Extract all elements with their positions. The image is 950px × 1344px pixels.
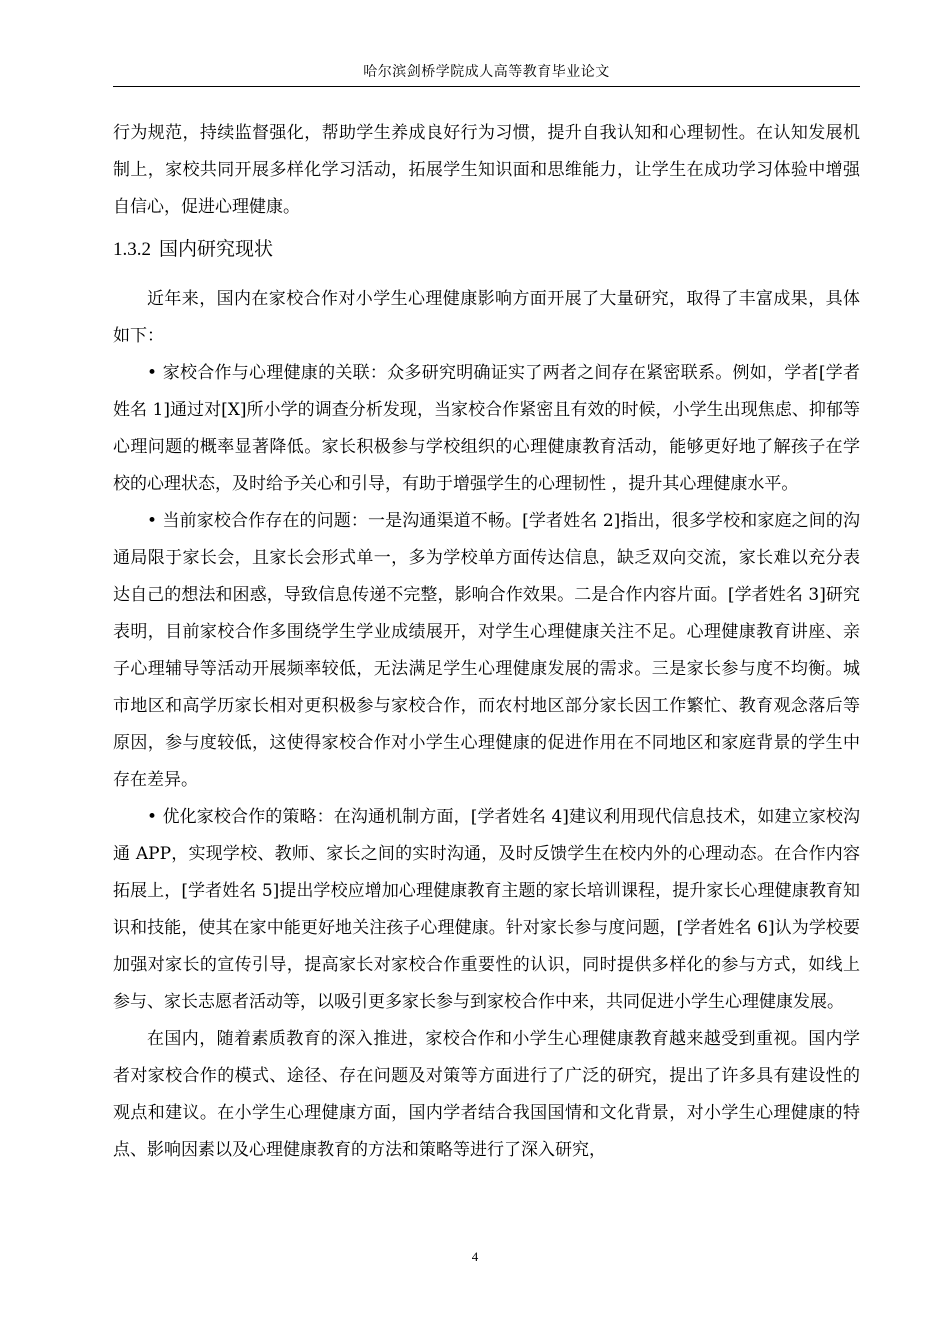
paragraph-bullet-strategies: • 优化家校合作的策略：在沟通机制方面，[学者姓名 4]建议利用现代信息技术，如建立家校沟通 APP，实现学校、教师、家长之间的实时沟通，及时反馈学生在校内外的心理动态。在合作内容拓展上，[学者姓名 5]提出学校应增加心理健康教育主题的家长培训课程，提升家长心理健康教育知识和技能，使其在家中能更好地关注孩子心理健康。针对家长参与度问题，[学者姓名 6]认为学校要加强对家长的宣传引导，提高家长对家校合作重要性的认识，同时提供多样化的参与方式，如线上参与、家长志愿者活动等，以吸引更多家长参与到家校合作中来，共同促进小学生心理健康发展。: [113, 807, 860, 1012]
intro-paragraph: 行为规范，持续监督强化，帮助学生养成良好行为习惯，提升自我认知和心理韧性。在认知发展机制上，家校共同开展多样化学习活动，拓展学生知识面和思维能力，让学生在成功学习体验中增强自信心，促进心理健康。: [113, 123, 860, 217]
paragraph-bullet-relation: • 家校合作与心理健康的关联：众多研究明确证实了两者之间存在紧密联系。例如，学者[学者姓名 1]通过对[X]所小学的调查分析发现，当家校合作紧密且有效的时候，小学生出现焦虑、抑郁等心理问题的概率显著降低。家长积极参与学校组织的心理健康教育活动，能够更好地了解孩子在学校的心理状态，及时给予关心和引导，有助于增强学生的心理韧性 ，提升其心理健康水平。: [113, 363, 860, 494]
header-rule: [113, 86, 860, 87]
section-heading: [113, 233, 273, 266]
intro-block: [113, 115, 860, 226]
paragraph-bullet-problems: • 当前家校合作存在的问题：一是沟通渠道不畅。[学者姓名 2]指出，很多学校和家庭之间的沟通局限于家长会，且家长会形式单一，多为学校单方面传达信息，缺乏双向交流，家长难以充分表达自己的想法和困惑，导致信息传递不完整，影响合作效果。二是合作内容片面。[学者姓名 3]研究表明，目前家校合作多围绕学生学业成绩展开，对学生心理健康关注不足。心理健康教育讲座、亲子心理辅导等活动开展频率较低，无法满足学生心理健康发展的需求。三是家长参与度不均衡。城市地区和高学历家长相对更积极参与家校合作，而农村地区部分家长因工作繁忙、教育观念落后等原因，参与度较低，这使得家校合作对小学生心理健康的促进作用在不同地区和家庭背景的学生中存在差异。: [113, 511, 860, 790]
paragraph-overview: 近年来，国内在家校合作对小学生心理健康影响方面开展了大量研究，取得了丰富成果，具体如下：: [113, 289, 860, 346]
paragraph-domestic: 在国内，随着素质教育的深入推进，家校合作和小学生心理健康教育越来越受到重视。国内学者对家校合作的模式、途径、存在问题及对策等方面进行了广泛的研究，提出了许多具有建设性的观点和建议。在小学生心理健康方面，国内学者结合我国国情和文化背景，对小学生心理健康的特点、影响因素以及心理健康教育的方法和策略等进行了深入研究，: [113, 1029, 860, 1160]
body-text: [113, 281, 860, 1169]
section-title: 国内研究现状: [159, 238, 274, 260]
page-number: 4: [471, 1249, 479, 1264]
section-number: 1.3.2: [113, 239, 151, 260]
running-header: 哈尔滨剑桥学院成人高等教育毕业论文: [363, 64, 610, 80]
